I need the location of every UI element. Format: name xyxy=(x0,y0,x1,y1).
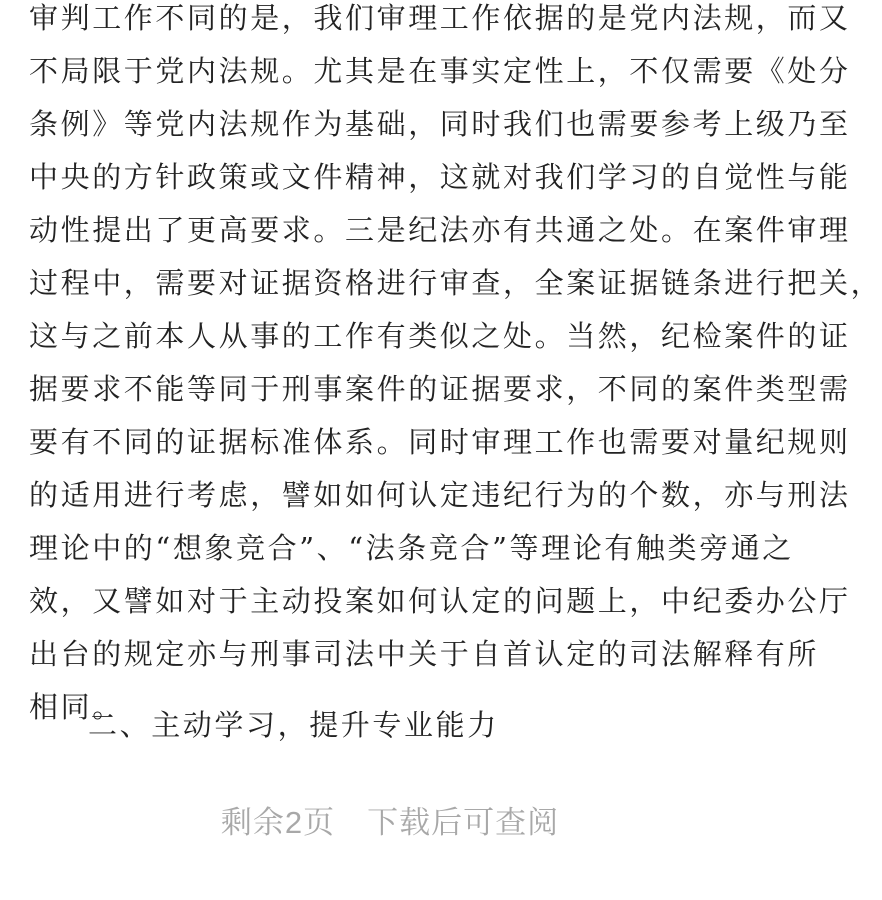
text-line: 的适用进行考虑，譬如如何认定违纪行为的个数，亦与刑法 xyxy=(29,478,851,512)
text-line: 出台的规定亦与刑事司法中关于自首认定的司法解释有所 xyxy=(29,637,820,671)
text-line: 动性提出了更高要求。三是纪法亦有共通之处。在案件审理 xyxy=(29,213,851,247)
text-line: 相同。 xyxy=(29,690,124,724)
text-line: 中央的方针政策或文件精神，这就对我们学习的自觉性与能 xyxy=(29,160,851,194)
remaining-pages-notice[interactable]: 剩余2页 下载后可查阅 xyxy=(220,805,560,840)
text-line: 条例》等党内法规作为基础，同时我们也需要参考上级乃至 xyxy=(29,107,851,141)
text-line: 效，又譬如对于主动投案如何认定的问题上，中纪委办公厅 xyxy=(29,584,851,618)
text-line: 不局限于党内法规。尤其是在事实定性上，不仅需要《处分 xyxy=(29,54,851,88)
text-line: 理论中的“想象竞合”、“法条竞合”等理论有触类旁通之 xyxy=(29,531,794,565)
text-line: 要有不同的证据标准体系。同时审理工作也需要对量纪规则 xyxy=(29,425,851,459)
text-line: 过程中，需要对证据资格进行审查，全案证据链条进行把关， xyxy=(29,266,882,300)
text-line: 这与之前本人从事的工作有类似之处。当然，纪检案件的证 xyxy=(29,319,851,353)
section-heading: 二、主动学习，提升专业能力 xyxy=(88,708,499,742)
text-line: 据要求不能等同于刑事案件的证据要求，不同的案件类型需 xyxy=(29,372,851,406)
text-line: 审判工作不同的是，我们审理工作依据的是党内法规，而又 xyxy=(29,1,851,35)
body-text xyxy=(29,1,882,744)
